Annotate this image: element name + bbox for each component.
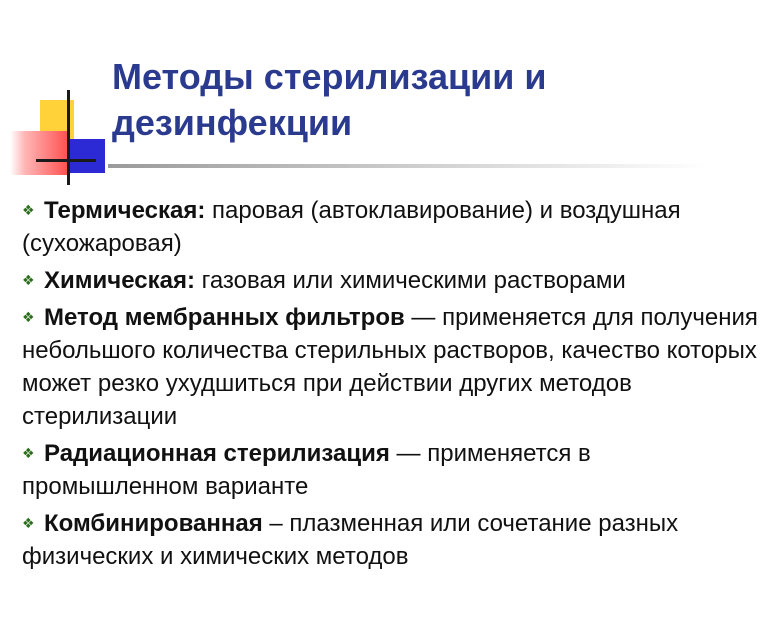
bullet-list bbox=[22, 194, 762, 577]
item-term: Радиационная стерилизация bbox=[44, 440, 390, 467]
list-item bbox=[22, 264, 762, 297]
item-text: газовая или химическими растворами bbox=[194, 267, 626, 294]
item-term: Комбинированная bbox=[44, 510, 263, 537]
list-item bbox=[22, 437, 762, 503]
item-text: паровая (автоклавирование) и воздушная (сухожаровая) bbox=[22, 197, 681, 257]
list-item bbox=[22, 507, 762, 573]
list-item bbox=[22, 301, 762, 433]
diamond-bullet-icon: ❖ bbox=[22, 272, 35, 288]
slide-title: Методы стерилизации и дезинфекции bbox=[112, 56, 547, 143]
decorative-logo-squares bbox=[0, 0, 120, 200]
horizontal-divider-line bbox=[36, 159, 96, 162]
diamond-bullet-icon: ❖ bbox=[22, 309, 35, 325]
red-gradient-square bbox=[10, 131, 68, 175]
item-term: Химическая: bbox=[44, 267, 195, 294]
title-underline bbox=[108, 164, 708, 168]
item-term: Метод мембранных фильтров bbox=[44, 304, 405, 331]
diamond-bullet-icon: ❖ bbox=[22, 445, 35, 461]
vertical-divider-line bbox=[67, 90, 70, 185]
item-text: – плазменная или сочетание разных физических и химических методов bbox=[22, 510, 679, 570]
diamond-bullet-icon: ❖ bbox=[22, 202, 35, 218]
diamond-bullet-icon: ❖ bbox=[22, 515, 35, 531]
item-text: — применяется в промышленном варианте bbox=[22, 440, 591, 500]
list-item bbox=[22, 194, 762, 260]
blue-square bbox=[67, 139, 105, 173]
item-text: — применяется для получения небольшого количества стерильных растворов, качество которых может резко ухудшиться при действии других методов стерилизации bbox=[22, 304, 758, 430]
item-term: Термическая: bbox=[44, 197, 206, 224]
